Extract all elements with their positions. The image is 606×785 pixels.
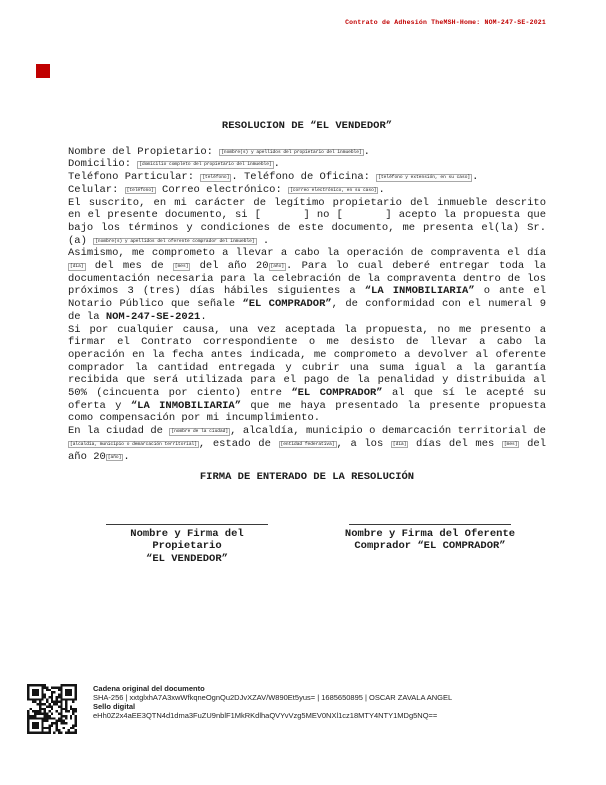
form-placeholder: [correo electrónico, en su caso] [290, 187, 377, 193]
form-placeholder: [teléfono y extensión, en su caso] [378, 175, 471, 181]
text-segment: . Teléfono de Oficina: [231, 171, 377, 184]
text-segment: , estado de [198, 437, 279, 450]
text-segment: . [363, 145, 370, 158]
text-segment: . [273, 158, 280, 171]
cadena-value: SHA-256 | xxtglxhA7A3xwWfkqneOgnQu2DJvXZAV/W890Et5yus= | 1685650895 | OSCAR ZAVALA ANGEL [93, 693, 453, 702]
buyer-signature-block [343, 524, 517, 566]
form-placeholder: [mes] [174, 264, 189, 270]
form-placeholder: [año] [270, 264, 285, 270]
field-line [68, 158, 546, 171]
text-segment: Domicilio: [68, 158, 138, 171]
bold-text: “EL COMPRADOR” [291, 387, 383, 400]
field-line [68, 184, 546, 197]
digital-seal-footer [27, 684, 573, 734]
bold-text: “LA INMOBILIARIA” [364, 285, 475, 298]
form-placeholder: [teléfono] [202, 175, 230, 181]
paragraph [68, 197, 546, 248]
qr-code-svg [27, 684, 77, 734]
section-title: RESOLUCION DE “EL VENDEDOR” [221, 120, 393, 132]
text-segment: del mes de [85, 260, 173, 273]
sello-label: Sello digital [93, 702, 136, 711]
text-segment: del año 20 [190, 260, 269, 273]
text-segment: o ante el Notario Público que señale [68, 285, 546, 311]
form-placeholder: [día] [392, 441, 407, 447]
red-stamp-marker [36, 64, 50, 78]
text-segment: al que sí le acepté su oferta y [68, 387, 546, 412]
cadena-label: Cadena original del documento [93, 684, 205, 693]
text-segment: , a los [336, 437, 391, 450]
form-placeholder: [domicilio completo del propietario del inmueble] [139, 162, 272, 168]
bold-text: “EL COMPRADOR” [242, 298, 332, 311]
signature-rule [349, 524, 511, 525]
signature-role: “EL VENDEDOR” [146, 552, 228, 565]
text-segment: , de conformidad con el numeral 9 de la [68, 298, 546, 323]
text-segment: Celular: [68, 183, 125, 196]
text-segment: Teléfono Particular: [68, 171, 201, 184]
document-reference-header: Contrato de Adhesión TheMSH-Home: NOM-247-SE-2021 [345, 19, 546, 26]
seller-signature-block [100, 524, 274, 566]
text-segment: que me haya presentado la presente propuesta como compensación por mi incumplimiento. [68, 399, 547, 425]
text-segment: . [378, 183, 385, 196]
digital-seal-info [93, 684, 573, 720]
form-placeholder: [entidad federativa] [280, 441, 335, 447]
signature-caption: Nombre y Firma del Oferente [344, 527, 516, 540]
form-placeholder: [año] [107, 454, 122, 460]
text-segment: Asimismo, me comprometo a llevar a cabo la operación de compraventa el día [68, 247, 546, 260]
document-body [68, 120, 546, 565]
signature-section-heading: FIRMA DE ENTERADO DE LA RESOLUCIÓN [199, 471, 415, 484]
form-placeholder: [nombre(s) y apellidos del oferente comprador del inmueble] [95, 238, 255, 244]
signature-role: Comprador “EL COMPRADOR” [354, 540, 506, 553]
text-segment: Correo electrónico: [155, 183, 289, 196]
form-placeholder: [teléfono] [126, 187, 154, 193]
form-placeholder: [nombre de la ciudad] [171, 429, 229, 435]
owner-fields [68, 146, 546, 197]
text-segment: El suscrito, en mi carácter de legítimo propietario del inmueble descrito en el presente documento, si [ ] no [ ] acepto la propuesta que bajo los términos y condiciones de este documento, me presenta el(la) Sr.(a) [68, 196, 546, 247]
signature-caption: Nombre y Firma del Propietario [130, 527, 244, 553]
bold-text: NOM-247-SE-2021 [105, 310, 201, 323]
text-segment: . Para lo cual deberé entregar toda la documentación necesaria para la celebración de la compraventa dentro de los próximos 3 (tres) días hábiles siguientes a [68, 260, 547, 298]
qr-code-icon [27, 684, 77, 734]
field-line [68, 146, 546, 159]
text-segment: En la ciudad de [68, 425, 170, 438]
text-segment: días del mes [408, 437, 502, 450]
text-segment: Nombre del Propietario: [68, 145, 220, 158]
text-segment: . [472, 171, 479, 184]
body-paragraphs [68, 197, 546, 464]
text-segment: del año 20 [68, 437, 546, 463]
form-placeholder: [alcaldía, municipio o demarcación territorial] [70, 441, 197, 447]
form-placeholder: [mes] [503, 441, 518, 447]
signature-row [68, 524, 546, 566]
field-line [68, 171, 546, 184]
text-segment: . [256, 234, 270, 247]
text-segment: Si por cualquier causa, una vez aceptada la propuesta, no me presento a firmar el Contrato correspondiente o me desisto de llevar a cabo la operación en la fecha antes indicada, me comprometo a devolver al oferente comprador la cantidad entregada y cubrir una suma igual a la garantía recibida que será utilizada para el pago de la penalidad y distribuida al 50% (cincuenta por ciento) entre [68, 323, 546, 400]
form-placeholder: [día] [70, 264, 84, 270]
text-segment: . [200, 310, 207, 323]
paragraph [68, 324, 546, 426]
text-segment: . [123, 450, 130, 463]
form-placeholder: [nombre(s) y apellidos del propietario del inmueble] [221, 149, 362, 155]
sello-value: eHh0Z2x4aEE3QTN4d1dma3FuZU9nblF1MkRKdlhaQVYvVzg5MEV0NXl1cz18MTY4NTY1MDg5NQ== [93, 711, 438, 720]
paragraph [68, 247, 546, 323]
text-segment: , alcaldía, municipio o demarcación territorial de [230, 425, 546, 438]
bold-text: “LA INMOBILIARIA” [130, 399, 242, 412]
signature-rule [106, 524, 268, 525]
paragraph [68, 425, 546, 463]
